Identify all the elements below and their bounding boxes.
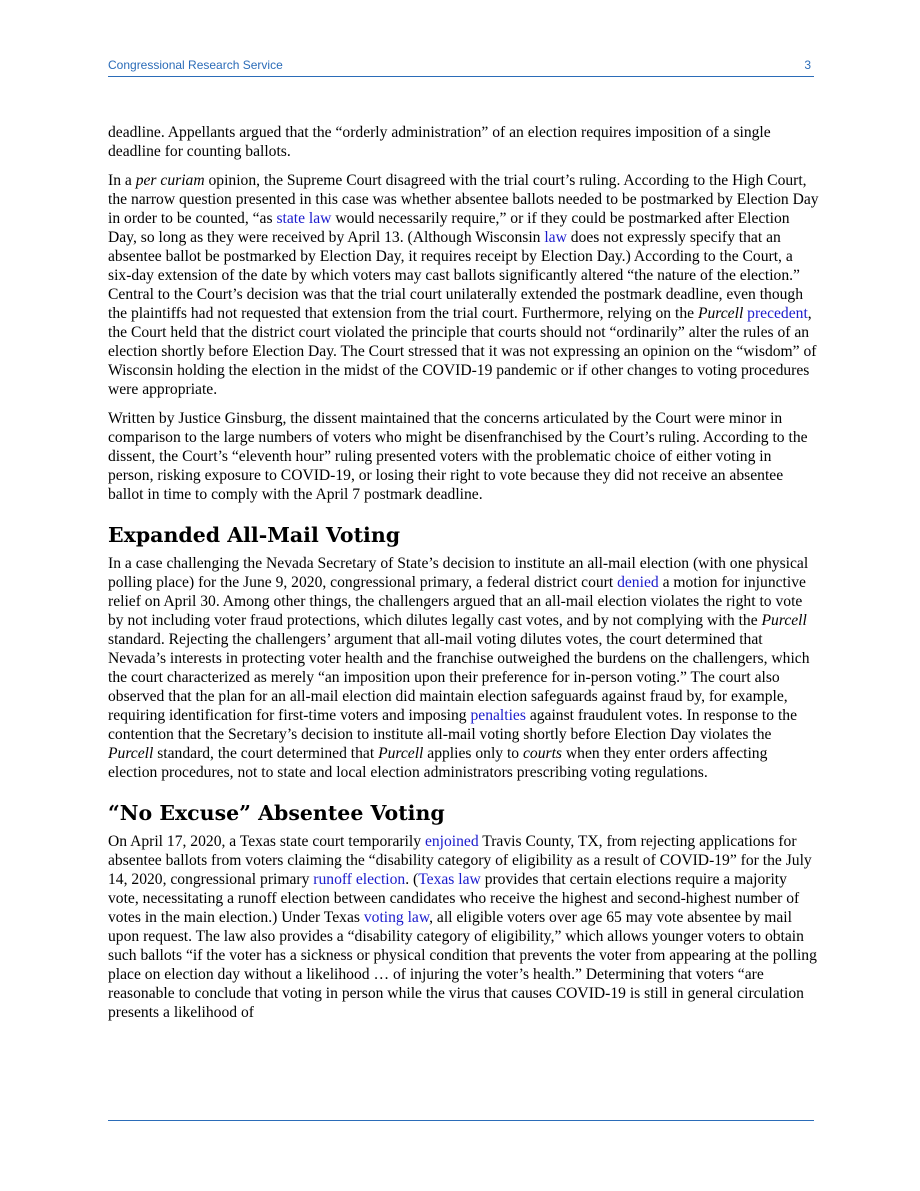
paragraph-3 [108,409,820,504]
italic-term: per curiam [135,172,205,189]
page-number: 3 [804,58,811,72]
document-body [108,123,820,1032]
text: Travis County, TX, from rejecting applications for absentee ballots from voters claiming the “disability category of eligibility as a result of COVID-19” for the July 14, 2020, congressional primary [108,833,812,888]
link-enjoined[interactable]: enjoined [424,833,479,850]
link-state-law[interactable]: state law [276,210,332,227]
text: a motion for injunctive relief on April 30. Among other things, the challengers argued that an all-mail election violates the right to vote by not including voter fraud protections, which dilutes legally cast votes, and by not complying with the [108,574,806,629]
text: , all eligible voters over age 65 may vote absentee by mail upon request. The law also provides a “disability category of eligibility,” which allows younger voters to obtain such ballots “if the voter has a sickness or physical condition that prevents the voter from appearing at the polling place on election day without a likelihood … of injuring the voter’s health.” Determining that voters “are reasonable to conclude that voting in person while the virus that causes COVID-19 is still in general circulation presents a likelihood of [108,909,817,1021]
text: provides that certain elections require a majority vote, necessitating a runoff election between candidates who receive the highest and second-highest number of votes in the main election.) Under Texas [108,871,800,926]
text: does not expressly specify that an absentee ballot be postmarked by Election Day, it requires receipt by Election Day.) According to the Court, a six-day extension of the date by which voters may cast ballots significantly altered “the nature of the election.” Central to the Court’s decision was that the trial court unilaterally extended the postmark deadline, even though the plaintiffs had not requested that extension from the trial court. Furthermore, relying on the [108,229,804,322]
paragraph-2 [108,171,820,399]
italic-term: Purcell [108,745,154,762]
text: Written by Justice Ginsburg, the dissent maintained that the concerns articulated by the Court were minor in comparison to the large numbers of voters who might be disenfranchised by the Court’s ruling. According to the dissent, the Court’s “eleventh hour” ruling presented voters with the problematic choice of either voting in person, risking exposure to COVID-19, or losing their right to vote because they did not receive an absentee ballot in time to comply with the April 7 postmark deadline. [108,410,808,503]
link-texas-law[interactable]: Texas law [418,871,481,888]
italic-term: Purcell [378,745,424,762]
text: , the Court held that the district court violated the principle that courts should not “ordinarily” alter the rules of an election shortly before Election Day. The Court stressed that it was not expressing an opinion on the “wisdom” of Wisconsin holding the election in the midst of the COVID-19 pandemic or if other changes to voting procedures were appropriate. [108,305,817,398]
paragraph-5 [108,832,820,1022]
text: against fraudulent votes. In response to the contention that the Secretary’s decision to institute all-mail voting shortly before Election Day violates the [108,707,798,743]
text: . ( [405,871,419,888]
text: standard, the court determined that [153,745,379,762]
text: On April 17, 2020, a Texas state court temporarily [108,833,425,850]
text: In a [108,172,136,189]
link-denied[interactable]: denied [617,574,659,591]
italic-term: Purcell [697,305,744,322]
paragraph-4 [108,554,820,782]
text: applies only to [423,745,524,762]
text: In a case challenging the Nevada Secretary of State’s decision to institute an all-mail election (with one physical polling place) for the June 9, 2020, congressional primary, a federal district court [108,555,809,591]
paragraph-1 [108,123,820,161]
text: deadline. Appellants argued that the “orderly administration” of an election requires imposition of a single deadline for counting ballots. [108,124,771,160]
header-org: Congressional Research Service [108,58,283,72]
section-heading-no-excuse-absentee-voting: “No Excuse” Absentee Voting [108,801,445,825]
link-voting-law[interactable]: voting law [363,909,430,926]
italic-term: courts [523,745,562,762]
link-penalties[interactable]: penalties [470,707,526,724]
text: standard. Rejecting the challengers’ argument that all-mail voting dilutes votes, the court determined that Nevada’s interests in protecting voter health and the franchise outweighed the burdens on the challengers, which the court characterized as merely “an imposition upon their preference for in-person voting.” The court also observed that the plan for an all-mail election did maintain election safeguards against fraud by, for example, requiring identification for first-time voters and imposing [108,631,810,724]
footer-divider [108,1120,814,1121]
link-runoff-election[interactable]: runoff election [313,871,406,888]
link-law[interactable]: law [544,229,567,246]
text: when they enter orders affecting election procedures, not to state and local election administrators prescribing voting regulations. [108,745,768,781]
page-header [108,58,814,77]
italic-term: Purcell [761,612,807,629]
text: opinion, the Supreme Court disagreed with the trial court’s ruling. According to the High Court, the narrow question presented in this case was whether absentee ballots needed to be postmarked by Election Day in order to be counted, “as [108,172,819,227]
section-heading-expanded-all-mail-voting: Expanded All-Mail Voting [108,523,401,547]
link-precedent[interactable]: precedent [743,305,808,322]
text: would necessarily require,” or if they could be postmarked after Election Day, so long as they were received by April 13. (Although Wisconsin [108,210,790,246]
